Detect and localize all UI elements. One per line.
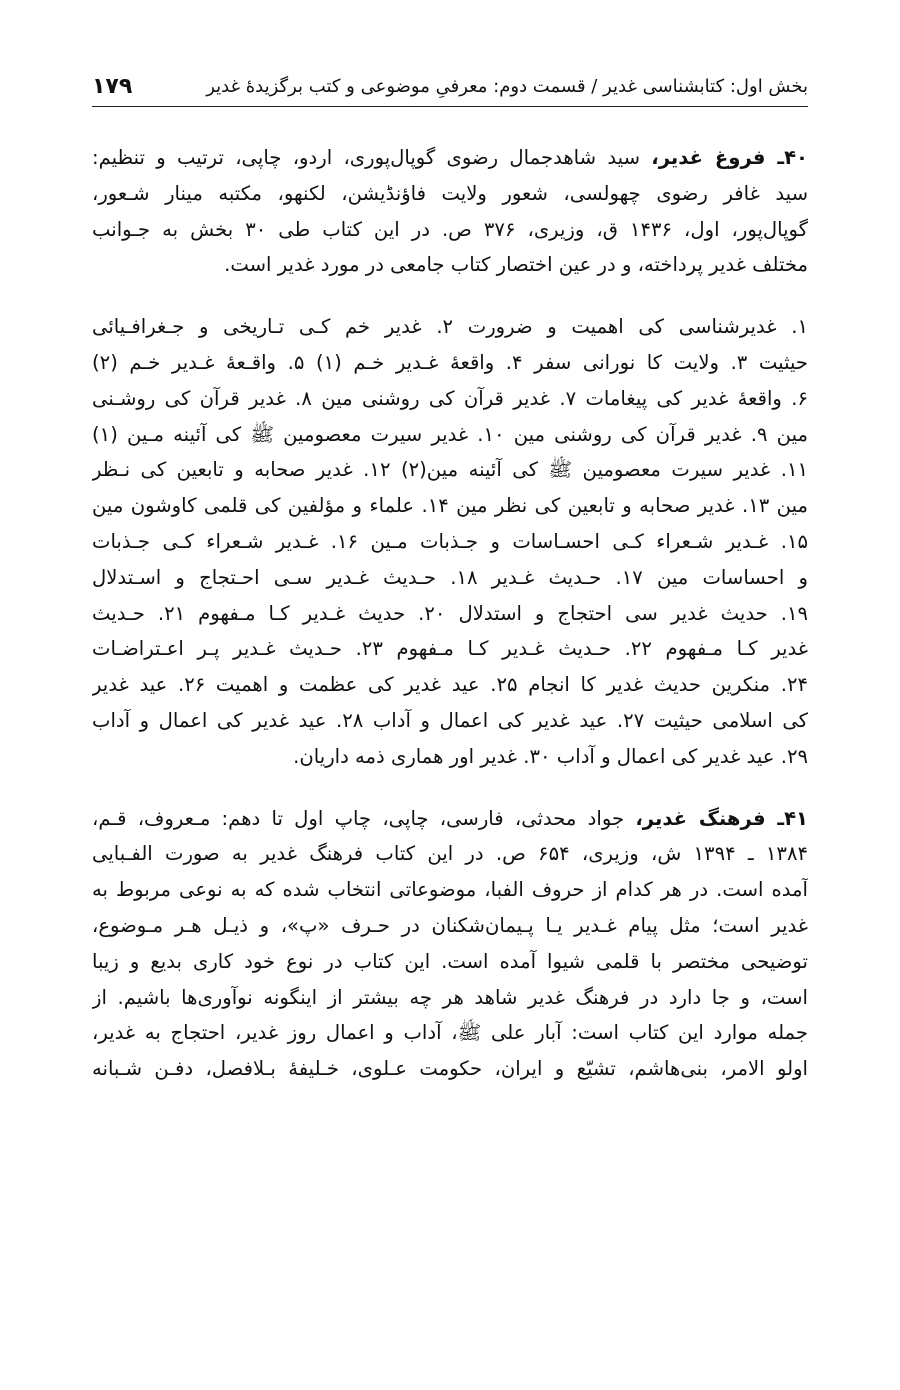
text-line: ۱۳۸۴ ـ ۱۳۹۴ ش، وزیری، ۶۵۴ ص. در این کتاب فرهنگ غدیر به صورت الفـبایی	[92, 842, 808, 866]
text-line: اولو الامر، بنی‌هاشم، تشیّع و ایران، حکومت عـلوی، خـلیفۀ بـلافصل، دفـن شـبانه	[92, 1057, 808, 1081]
text-line: گوپال‌پور، اول، ۱۴۳۶ ق، وزیری، ۳۷۶ ص. در این کتاب طی ۳۰ بخش به جـوانب	[92, 217, 808, 241]
running-title: بخش اول: کتابشناسی غدیر / قسمت دوم: معرفیِ موضوعی و کتب برگزیدۀ غدیر	[206, 75, 808, 97]
page-number: ۱۷۹	[92, 73, 133, 99]
text-line: ۱۹. حدیث غدیر سی احتجاج و استدلال ۲۰. حدیث غـدیر کـا مـفهوم ۲۱. حـدیث	[92, 601, 808, 625]
text-line: ۱۵. غـدیر شـعراء کـی احسـاسات و جـذبات مـین ۱۶. غـدیر شـعراء کـی جـذبات	[92, 529, 808, 553]
text-line: مین ۱۳. غدیر صحابه و تابعین کی نظر مین ۱۴. علماء و مؤلفین کی قلمی کاوشون مین	[92, 494, 808, 518]
text-line: مین ۹. غدیر قرآن کی روشنی مین ۱۰. غدیر سیرت معصومین ﷺ کی آئینه مـین (۱)	[92, 422, 808, 446]
page-body	[92, 140, 808, 1087]
text-line: و احساسات مین ۱۷. حـدیث غـدیر ۱۸. حـدیث غـدیر سـی احـتجاج و اسـتدلال	[92, 565, 808, 589]
text-line: کی اسلامی حیثیت ۲۷. عید غدیر کی اعمال و آداب ۲۸. عید غدیر کی اعمال و آداب	[92, 708, 808, 732]
entry-heading: ۴۰ـ فروغ غدیر،	[651, 146, 808, 169]
text-line: ۴۰ـ فروغ غدیر، سید شاهدجمال رضوی گوپال‌پوری، اردو، چاپی، ترتیب و تنظیم:	[92, 146, 808, 169]
entry-40-contents	[92, 309, 808, 774]
text-line: غدیر است؛ مثل پیام غـدیر یـا پـیمان‌شکنان در حـرف «پ»، و ذیـل هـر مـوضوع،	[92, 913, 808, 937]
entry-heading: ۴۱ـ فرهنگ غدیر،	[635, 806, 808, 830]
text-line: ۱۱. غدیر سیرت معصومین ﷺ کی آئینه مین(۲) ۱۲. غدیر صحابه و تابعین کی نـظر	[92, 458, 808, 482]
text-line: سید غافر رضوی چهولسی، شعور ولایت فاؤنڈیشن، لکنهو، مکتبه مینار شـعور،	[92, 181, 808, 205]
text-line: است، و جا دارد در فرهنگ غدیر شاهد هر چه بیشتر از اینگونه نوآوری‌ها باشیم. از	[92, 985, 808, 1009]
text-line: غدیر کـا مـفهوم ۲۲. حـدیث غـدیر کـا مـفهوم ۲۳. حـدیث غـدیر پـر اعـتراضـات	[92, 637, 808, 661]
text-line: توضیحی مختصر با قلمی شیوا آمده است. این کتاب در نوع خود کاری بدیع و زیبا	[92, 949, 808, 973]
text-line: ۲۴. منکرین حدیث غدیر کا انجام ۲۵. عید غدیر کی عظمت و اهمیت ۲۶. عید غدیر	[92, 673, 808, 697]
text-line: حیثیت ۳. ولایت کا نورانی سفر ۴. واقعۀ غـدیر خـم (۱) ۵. واقـعۀ غـدیر خـم (۲)	[92, 350, 808, 374]
entry-41	[92, 801, 808, 1087]
text-line: ۱. غدیرشناسی کی اهمیت و ضرورت ۲. غدیر خم کـی تـاریخی و جـغرافـیائی	[92, 315, 808, 339]
text-line: آمده است. در هر کدام از حروف الفبا، موضوعاتی انتخاب شده که به نوعی مربوط به	[92, 878, 808, 902]
text-line: ۲۹. عید غدیر کی اعمال و آداب ۳۰. غدیر اور هماری ذمه داریان.	[293, 744, 808, 768]
text-line: ۴۱ـ فرهنگ غدیر، جواد محدثی، فارسی، چاپی، چاپ اول تا دهم: مـعروف، قـم،	[92, 806, 808, 830]
text-line: مختلف غدیر پرداخته، و در عین اختصار کتاب جامعی در مورد غدیر است.	[224, 253, 808, 277]
entry-40	[92, 140, 808, 283]
text-line: ۶. واقعۀ غدیر کی پیغامات ۷. غدیر قرآن کی روشنی مین ۸. غدیر قرآن کی روشـنی	[92, 386, 808, 410]
page-header	[92, 66, 808, 107]
text-line: جمله موارد این کتاب است: آبار علی ﷺ، آداب و اعمال روز غدیر، احتجاج به غدیر،	[92, 1021, 808, 1045]
